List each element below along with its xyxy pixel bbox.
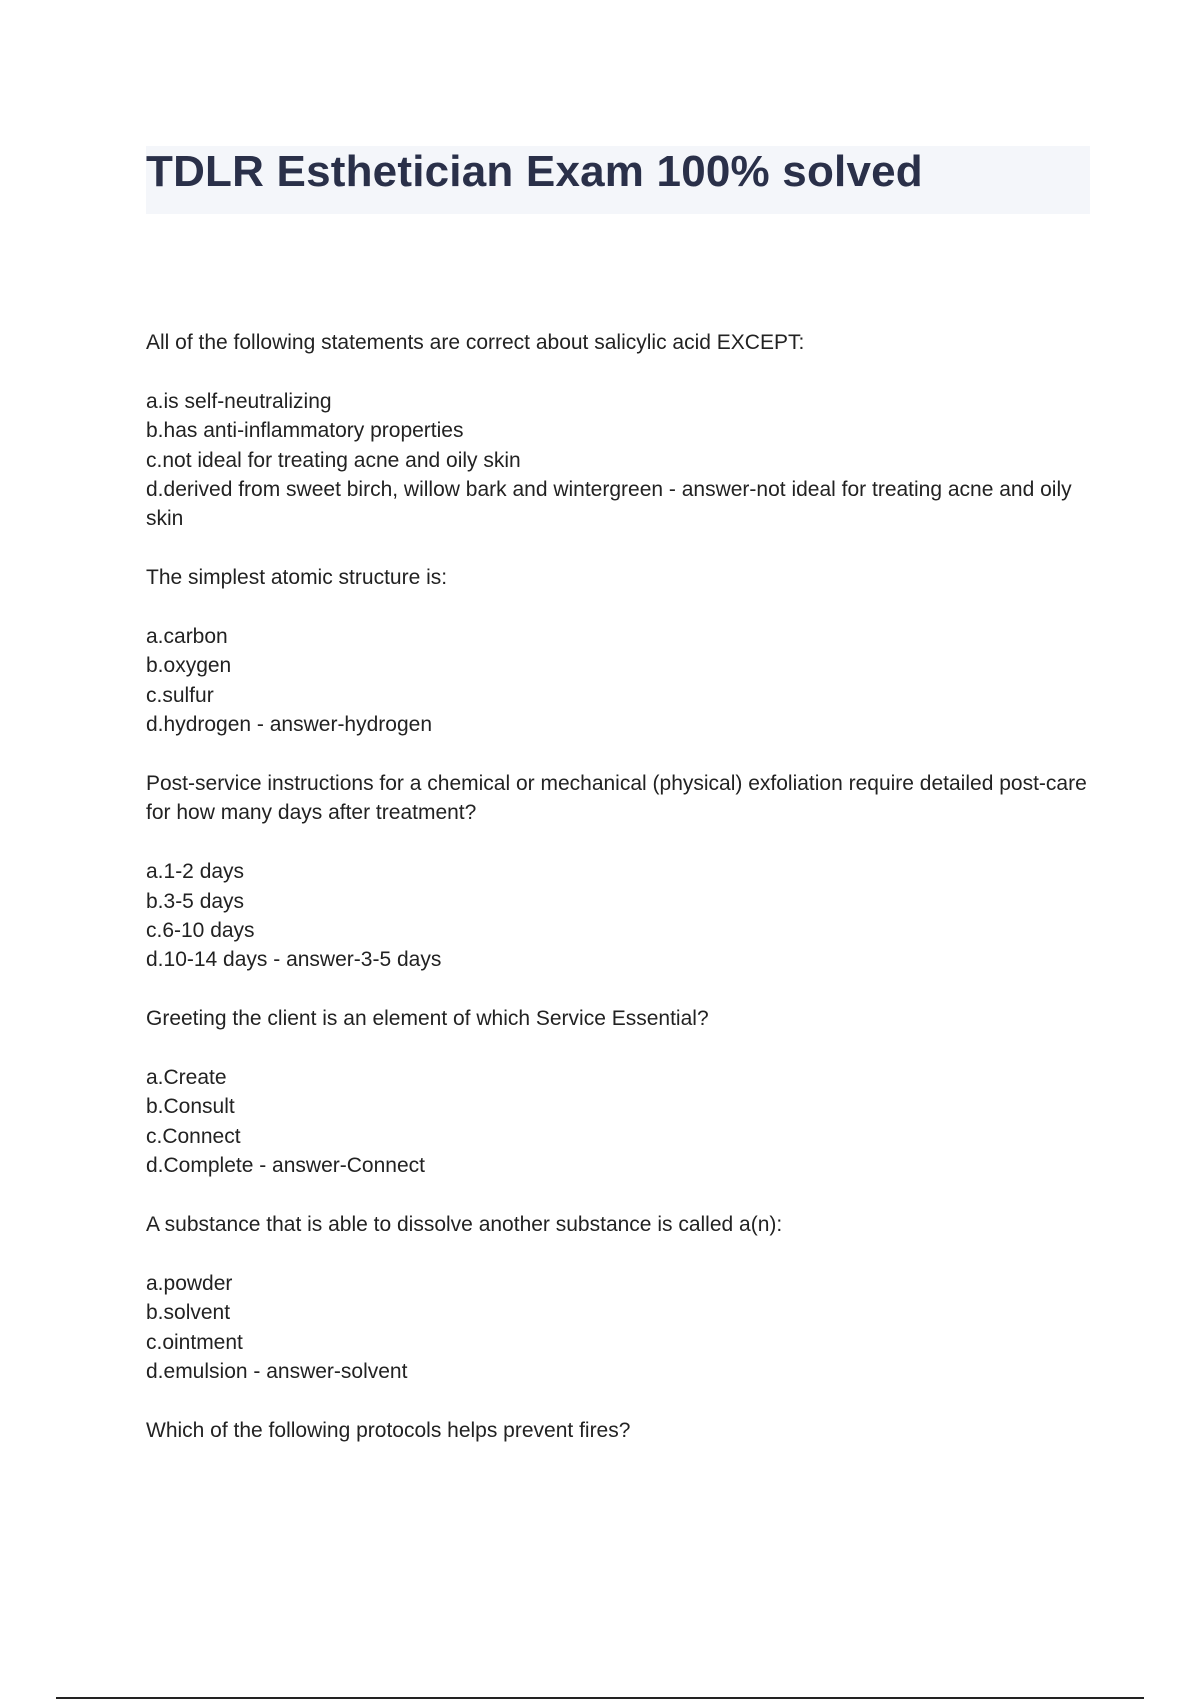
option-5d: d.emulsion - answer-solvent	[146, 1360, 408, 1384]
option-4a: a.Create	[146, 1066, 227, 1090]
option-2d: d.hydrogen - answer-hydrogen	[146, 713, 433, 737]
question-3: Post-service instructions for a chemical or mechanical (physical) exfoliation require detailed post-care for how many days after treatment?	[146, 772, 1087, 825]
option-2a: a.carbon	[146, 625, 228, 649]
options-1	[146, 387, 1090, 534]
option-4d: d.Complete - answer-Connect	[146, 1154, 425, 1178]
question-4: Greeting the client is an element of which Service Essential?	[146, 1007, 709, 1031]
option-3c: c.6-10 days	[146, 919, 255, 943]
option-4b: b.Consult	[146, 1095, 235, 1119]
footer-rule	[56, 1697, 1144, 1699]
question-2: The simplest atomic structure is:	[146, 566, 448, 590]
option-2c: c.sulfur	[146, 683, 214, 707]
question-1: All of the following statements are correct about salicylic acid EXCEPT:	[146, 331, 805, 354]
option-2b: b.oxygen	[146, 654, 232, 678]
question-5: A substance that is able to dissolve another substance is called a(n):	[146, 1213, 783, 1237]
option-3b: b.3-5 days	[146, 889, 245, 913]
options-5	[146, 1269, 1090, 1387]
option-5b: b.solvent	[146, 1301, 231, 1325]
option-4c: c.Connect	[146, 1124, 241, 1148]
option-3d: d.10-14 days - answer-3-5 days	[146, 948, 442, 972]
option-1c: c.not ideal for treating acne and oily skin	[146, 448, 521, 472]
document-title: TDLR Esthetician Exam 100% solved	[146, 147, 923, 196]
option-5c: c.ointment	[146, 1330, 243, 1354]
option-1a: a.is self-neutralizing	[146, 389, 332, 413]
option-3a: a.1-2 days	[146, 860, 245, 884]
question-list	[146, 328, 1090, 1475]
question-6: Which of the following protocols helps prevent fires?	[146, 1418, 631, 1442]
options-3	[146, 857, 1090, 975]
option-5a: a.powder	[146, 1271, 233, 1295]
options-2	[146, 622, 1090, 740]
option-1d: d.derived from sweet birch, willow bark and wintergreen - answer-not ideal for treating acne and oily skin	[146, 478, 1072, 531]
option-1b: b.has anti-inflammatory properties	[146, 419, 464, 443]
options-4	[146, 1063, 1090, 1181]
